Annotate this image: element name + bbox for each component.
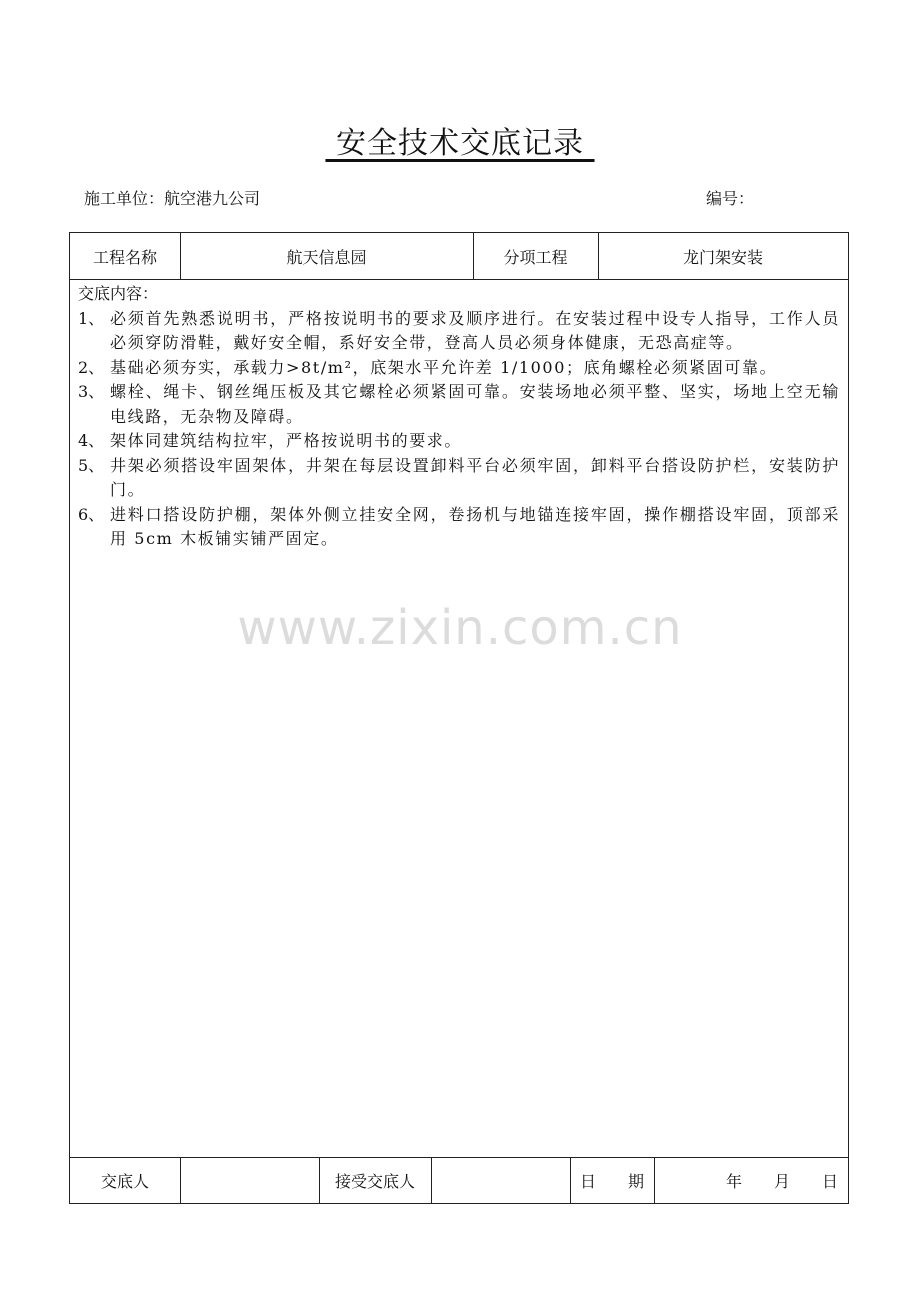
item-text: 进料口搭设防护棚，架体外侧立挂安全网，卷扬机与地锚连接牢固，操作棚搭设牢固，顶部采用 5cm 木板铺实铺严固定。	[110, 504, 840, 548]
sub-project-value: 龙门架安装	[682, 247, 763, 267]
list-item	[78, 429, 840, 454]
item-text: 螺栓、绳卡、钢丝绳压板及其它螺栓必须紧固可靠。安装场地必须平整、坚实，场地上空无输电线路，无杂物及障碍。	[110, 382, 840, 426]
item-number: 5、	[78, 455, 105, 475]
item-text: 井架必须搭设牢固架体，井架在每层设置卸料平台必须牢固，卸料平台搭设防护栏，安装防护门。	[110, 455, 840, 499]
item-number: 2、	[78, 357, 105, 377]
discloser-label: 交底人	[100, 1171, 149, 1191]
list-item	[78, 356, 840, 381]
date-label: 日 期	[579, 1171, 644, 1191]
item-text: 架体同建筑结构拉牢，严格按说明书的要求。	[110, 431, 463, 450]
record-number: 编号：	[706, 189, 755, 208]
project-name-value: 航天信息园	[286, 247, 367, 267]
list-item	[78, 503, 840, 552]
disclosure-content	[78, 282, 840, 552]
document-title	[0, 118, 920, 162]
content-heading: 交底内容：	[78, 284, 159, 303]
item-text: 基础必须夯实，承载力>8t/m²，底架水平允许差 1/1000；底角螺栓必须紧固可靠。	[110, 357, 778, 377]
sub-project-label: 分项工程	[503, 247, 568, 267]
record-table	[69, 232, 849, 1204]
item-text: 必须首先熟悉说明书，严格按说明书的要求及顺序进行。在安装过程中设专人指导，工作人员必须穿防滑鞋，戴好安全帽，系好安全带，登高人员必须身体健康，无恐高症等。	[110, 308, 840, 352]
construction-unit: 施工单位：航空港九公司	[84, 189, 261, 208]
list-item	[78, 380, 840, 429]
discloser-signature-field[interactable]	[180, 1157, 319, 1203]
item-number: 4、	[78, 431, 105, 450]
watermark: www.zixin.com.cn	[237, 600, 683, 656]
list-item	[78, 454, 840, 503]
date-field[interactable]: 年 月 日	[725, 1171, 838, 1191]
item-number: 6、	[78, 504, 105, 524]
item-number: 3、	[78, 382, 105, 401]
list-item	[78, 307, 840, 356]
document-title-text: 安全技术交底记录	[325, 126, 595, 161]
item-number: 1、	[78, 308, 105, 328]
row-divider-top	[70, 279, 848, 280]
receiver-signature-field[interactable]	[431, 1157, 570, 1203]
project-name-label: 工程名称	[92, 247, 157, 267]
receiver-label: 接受交底人	[334, 1171, 415, 1191]
